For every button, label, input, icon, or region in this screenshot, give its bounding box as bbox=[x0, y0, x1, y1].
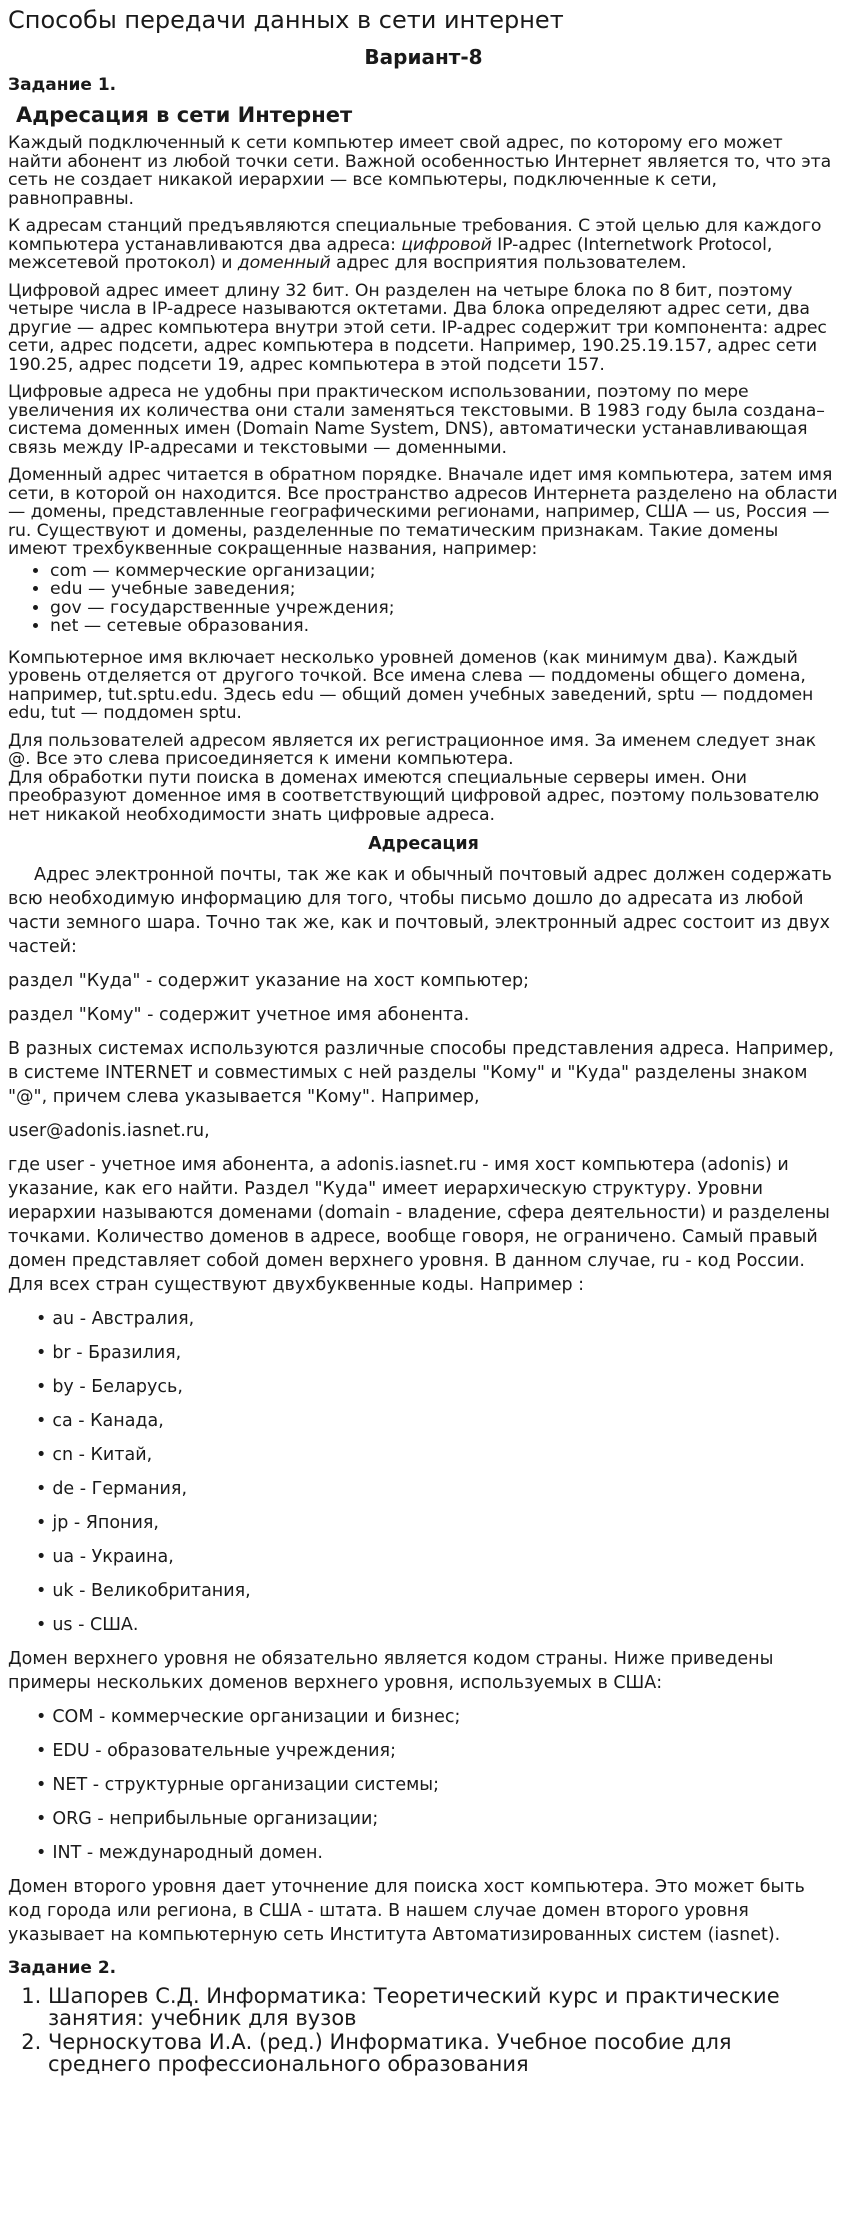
reference-list bbox=[8, 1985, 839, 2075]
paragraph: Компьютерное имя включает несколько уровней доменов (как минимум два). Каждый уровень отделяется от другого точкой. Все имена слева — поддомены общего домена, например, tut.sptu.edu. Здесь edu — общий домен учебных заведений, sptu — поддомен edu, tut — поддомен sptu. bbox=[8, 647, 814, 723]
paragraph: раздел "Куда" - содержит указание на хост компьютер; bbox=[8, 971, 530, 991]
list-item: • cn - Китай, bbox=[36, 1443, 839, 1467]
paragraph: Цифровые адреса не удобны при практическом использовании, поэтому по мере увеличения их количества они стали заменяться текстовыми. В 1983 году была создана–система доменных имен (Domain Name System, DNS), автоматически устанавливающая связь между IP-адресами и текстовыми — доменными. bbox=[8, 382, 825, 458]
task-2-heading: Задание 2. bbox=[8, 1958, 117, 1978]
text-run: Для пользователей адресом является их регистрационное имя. За именем следует знак @. Все это слева присоединяется к имени компьютера. bbox=[8, 730, 817, 769]
paragraph: раздел "Кому" - содержит учетное имя абонента. bbox=[8, 1005, 470, 1025]
paragraph: Домен второго уровня дает уточнение для поиска хост компьютера. Это может быть код города или региона, в США - штата. В нашем случае домен второго уровня указывает на компьютерную сеть Института Автоматизированных систем (iasnet). bbox=[8, 1877, 805, 1945]
paragraph bbox=[8, 732, 839, 825]
paragraph: В разных системах используются различные способы представления адреса. Например, в системе INTERNET и совместимых с ней разделы "Кому" и "Куда" разделены знаком "@", причем слева указывается "Кому". Например, bbox=[8, 1039, 834, 1107]
list-item: • uk - Великобритания, bbox=[36, 1579, 839, 1603]
list-item: • gov — государственные учреждения; bbox=[50, 599, 839, 618]
text-run: К адресам станций предъявляются специальные требования. С этой целью для каждого компьютера устанавливаются два адреса: bbox=[8, 216, 822, 255]
paragraph-two-addresses bbox=[8, 217, 839, 273]
section-addressing-heading: Адресация bbox=[368, 834, 479, 854]
paragraph: где user - учетное имя абонента, а adonis.iasnet.ru - имя хост компьютера (adonis) и указание, как его найти. Раздел "Куда" имеет иерархическую структуру. Уровни иерархии называются доменами (domain - владение, сфера деятельности) и разделены точками. Количество доменов в адресе, вообще говоря, не ограничено. Самый правый домен представляет собой домен верхнего уровня. В данном случае, ru - код России. Для всех стран существуют двухбуквенные коды. Например : bbox=[8, 1155, 830, 1295]
list-item: • ORG - неприбыльные организации; bbox=[36, 1807, 839, 1831]
list-item: • EDU - образовательные учреждения; bbox=[36, 1739, 839, 1763]
paragraph: Доменный адрес читается в обратном порядке. Вначале идет имя компьютера, затем имя сети, в которой он находится. Все пространство адресов Интернета разделено на области — домены, представленные географическими регионами, например, США — us, Россия — ru. Существуют и домены, разделенные по тематическим признакам. Такие домены имеют трехбуквенные сокращенные названия, например: bbox=[8, 465, 838, 559]
list-item: 2. Черноскутова И.А. (ред.) Информатика. Учебное пособие для среднего профессионального образования bbox=[48, 2031, 839, 2075]
list-item: • jp - Япония, bbox=[36, 1511, 839, 1535]
list-item: • COM - коммерческие организации и бизнес; bbox=[36, 1705, 839, 1729]
document-title: Способы передачи данных в сети интернет bbox=[8, 6, 564, 34]
list-item: 1. Шапорев С.Д. Информатика: Теоретический курс и практические занятия: учебник для вузов bbox=[48, 1985, 839, 2029]
text-run: IP-адрес (Internetwork Protocol, межсетевой протокол) и bbox=[8, 234, 773, 273]
list-item: • INT - международный домен. bbox=[36, 1841, 839, 1865]
us-domain-list bbox=[8, 1705, 839, 1865]
text-run: Для обработки пути поиска в доменах имеются специальные серверы имен. Они преобразуют доменное имя в соответствующий цифровой адрес, поэтому пользователю нет никакой необходимости знать цифровые адреса. bbox=[8, 767, 820, 825]
list-item: • br - Бразилия, bbox=[36, 1341, 839, 1365]
paragraph: Каждый подключенный к сети компьютер имеет свой адрес, по которому его может найти абонент из любой точки сети. Важной особенностью Интернет является то, что эта сеть не создает никакой иерархии — все компьютеры, подключенные к сети, равноправны. bbox=[8, 133, 832, 209]
country-code-list bbox=[8, 1307, 839, 1637]
email-example: user@adonis.iasnet.ru, bbox=[8, 1121, 210, 1141]
emphasis-digital: цифровой bbox=[401, 234, 492, 255]
paragraph: Домен верхнего уровня не обязательно является кодом страны. Ниже приведены примеры нескольких доменов верхнего уровня, используемых в США: bbox=[8, 1649, 774, 1693]
task-1-heading: Задание 1. bbox=[8, 75, 117, 95]
list-item: • NET - структурные организации системы; bbox=[36, 1773, 839, 1797]
list-item: • au - Австралия, bbox=[36, 1307, 839, 1331]
list-item: • de - Германия, bbox=[36, 1477, 839, 1501]
list-item: • by - Беларусь, bbox=[36, 1375, 839, 1399]
text-run: адрес для восприятия пользователем. bbox=[330, 253, 687, 273]
paragraph: Цифровой адрес имеет длину 32 бит. Он разделен на четыре блока по 8 бит, поэтому четыре числа в IP-адресе называются октетами. Два блока определяют адрес сети, два другие — адрес компьютера внутри этой сети. IP-адрес содержит три компонента: адрес сети, адрес подсети, адрес компьютера в подсети. Например, 190.25.19.157, адрес сети 190.25, адрес подсети 19, адрес компьютера в этой подсети 157. bbox=[8, 280, 827, 375]
list-item: • net — сетевые образования. bbox=[50, 617, 839, 636]
paragraph: Адрес электронной почты, так же как и обычный почтовый адрес должен содержать всю необходимую информацию для того, чтобы письмо дошло до адресата из любой части земного шара. Точно так же, как и почтовый, электронный адрес состоит из двух частей: bbox=[8, 865, 832, 957]
list-item: • edu — учебные заведения; bbox=[50, 580, 839, 599]
list-item: • ua - Украина, bbox=[36, 1545, 839, 1569]
list-item: • ca - Канада, bbox=[36, 1409, 839, 1433]
emphasis-domain: доменный bbox=[237, 253, 331, 273]
variant-heading: Вариант-8 bbox=[364, 45, 483, 69]
list-item: • com — коммерческие организации; bbox=[50, 562, 839, 581]
list-item: • us - США. bbox=[36, 1613, 839, 1637]
domain-type-list bbox=[8, 562, 839, 636]
section-addressing-internet-heading: Адресация в сети Интернет bbox=[16, 103, 353, 127]
